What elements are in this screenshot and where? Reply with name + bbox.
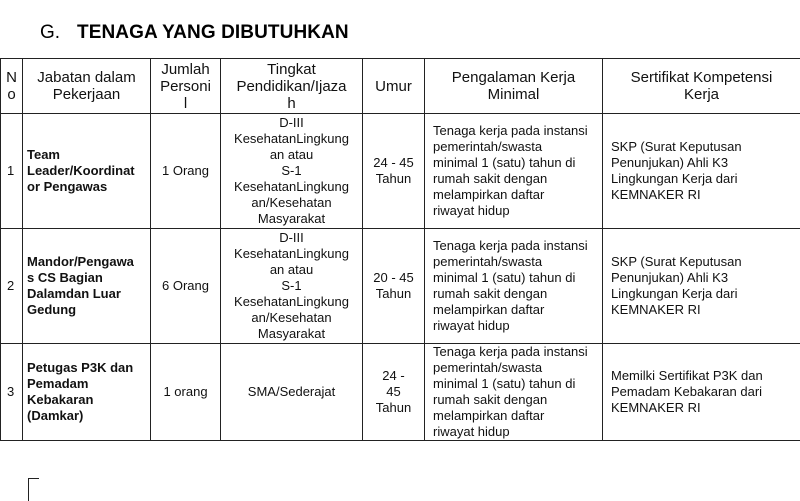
cell-pengalaman: Tenaga kerja pada instansi pemerintah/swasta minimal 1 (satu) tahun di rumah sakit dengan melampirkan daftar riwayat hidup	[425, 229, 603, 344]
section-letter: G.	[40, 22, 77, 44]
cell-no: 3	[1, 344, 23, 441]
cell-umur: 24 - 45 Tahun	[363, 114, 425, 229]
cell-sertifikat: SKP (Surat Keputusan Penunjukan) Ahli K3 Lingkungan Kerja dari KEMNAKER RI	[603, 114, 800, 229]
page-corner-mark	[28, 478, 39, 501]
cell-pendidikan: D-III KesehatanLingkung an atau S-1 KesehatanLingkung an/Kesehatan Masyarakat	[221, 114, 363, 229]
header-umur: Umur	[363, 59, 425, 114]
cell-jumlah: 1 orang	[151, 344, 221, 441]
cell-jabatan: Mandor/Pengawa s CS Bagian Dalamdan Luar Gedung	[23, 229, 151, 344]
header-pendidikan: Tingkat Pendidikan/Ijaza h	[221, 59, 363, 114]
header-sertifikat: Sertifikat Kompetensi Kerja	[603, 59, 800, 114]
cell-pengalaman: Tenaga kerja pada instansi pemerintah/swasta minimal 1 (satu) tahun di rumah sakit dengan melampirkan daftar riwayat hidup	[425, 114, 603, 229]
cell-no: 2	[1, 229, 23, 344]
table-header-row	[1, 59, 800, 114]
header-jumlah: Jumlah Personi l	[151, 59, 221, 114]
cell-jumlah: 6 Orang	[151, 229, 221, 344]
table-row	[1, 229, 800, 344]
table-row	[1, 344, 800, 441]
cell-sertifikat: Memilki Sertifikat P3K dan Pemadam Kebakaran dari KEMNAKER RI	[603, 344, 800, 441]
cell-pendidikan: SMA/Sederajat	[221, 344, 363, 441]
cell-jabatan: Team Leader/Koordinat or Pengawas	[23, 114, 151, 229]
header-jabatan: Jabatan dalam Pekerjaan	[23, 59, 151, 114]
cell-jumlah: 1 Orang	[151, 114, 221, 229]
cell-jabatan: Petugas P3K dan Pemadam Kebakaran (Damkar)	[23, 344, 151, 441]
cell-pengalaman: Tenaga kerja pada instansi pemerintah/swasta minimal 1 (satu) tahun di rumah sakit dengan melampirkan daftar riwayat hidup	[425, 344, 603, 441]
header-pengalaman: Pengalaman Kerja Minimal	[425, 59, 603, 114]
staff-requirements-table	[0, 58, 800, 441]
section-title: TENAGA YANG DIBUTUHKAN	[77, 22, 349, 43]
cell-pendidikan: D-III KesehatanLingkung an atau S-1 KesehatanLingkung an/Kesehatan Masyarakat	[221, 229, 363, 344]
cell-sertifikat: SKP (Surat Keputusan Penunjukan) Ahli K3 Lingkungan Kerja dari KEMNAKER RI	[603, 229, 800, 344]
section-heading	[40, 22, 349, 46]
cell-no: 1	[1, 114, 23, 229]
table-row	[1, 114, 800, 229]
cell-umur: 24 - 45 Tahun	[363, 344, 425, 441]
header-no: N o	[1, 59, 23, 114]
cell-umur: 20 - 45 Tahun	[363, 229, 425, 344]
